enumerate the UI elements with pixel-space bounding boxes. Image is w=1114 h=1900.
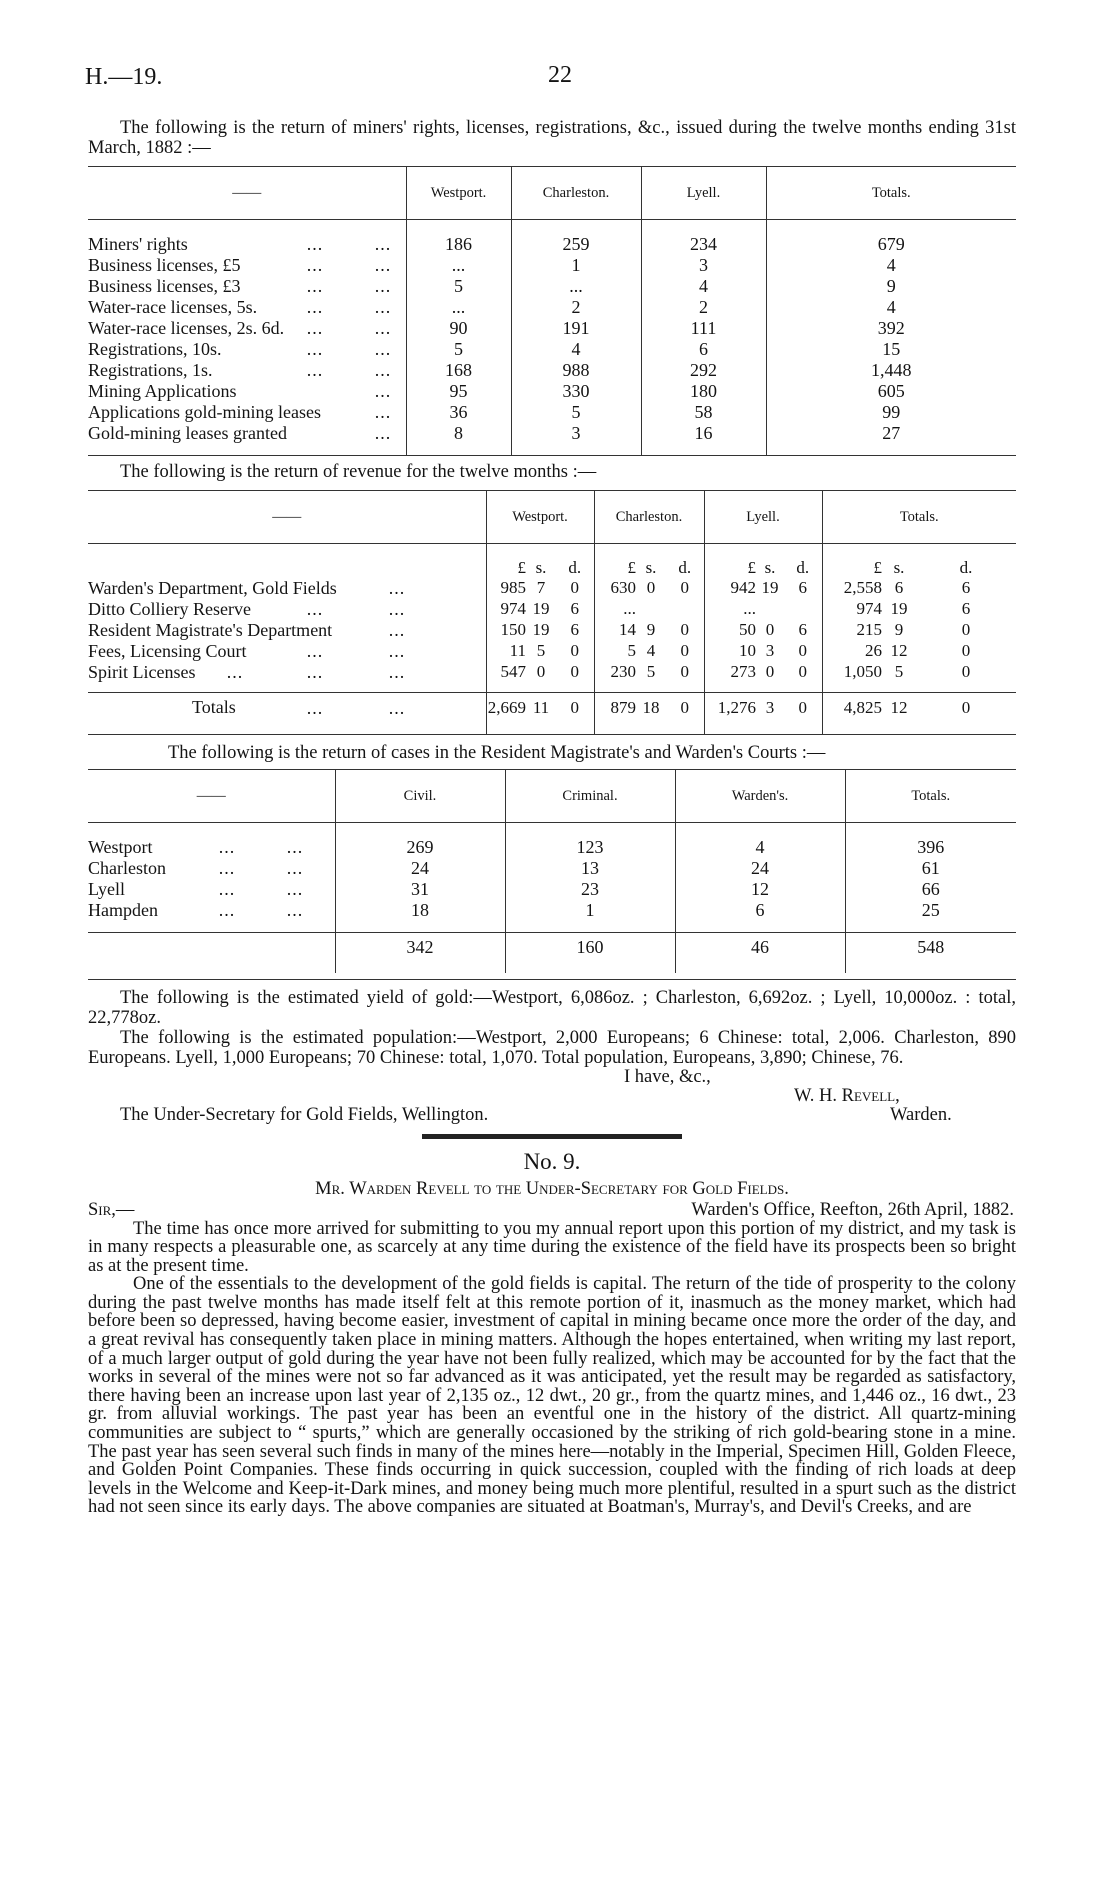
cell-value: 6 [894, 578, 904, 597]
row-label-text: Warden's Department, Gold Fields [88, 577, 337, 598]
leader-dots: ... [374, 296, 392, 317]
cell-value: 58 [641, 402, 766, 423]
cell-value: 974 [822, 599, 882, 620]
cell-value: 4 [646, 641, 656, 660]
blank-header: —— [196, 787, 226, 804]
col-charleston: Charleston. [594, 491, 704, 544]
leader-dots: ... [388, 640, 406, 661]
cell-value: 0 [798, 662, 807, 681]
series-code: H.—19. [85, 64, 163, 90]
leader-dots: ... [374, 422, 392, 443]
cell-value: 0 [961, 662, 971, 681]
table-row [88, 858, 1016, 879]
table3-intro: The following is the return of cases in the Resident Magistrate's and Warden's Courts :— [168, 743, 826, 763]
cell-value: 4 [675, 837, 845, 858]
cell-value: 0 [680, 641, 689, 660]
court-cases-table [88, 769, 1016, 973]
cell-value: 0 [961, 697, 971, 717]
salutation-line [88, 1200, 1016, 1220]
col-totals: Totals. [766, 167, 1016, 220]
cell-value: 3 [765, 697, 775, 717]
cell-value: 6 [961, 578, 971, 597]
row-label-text: Business licenses, £3 [88, 275, 241, 296]
unit-label: £ [704, 558, 756, 578]
blank-header: —— [272, 508, 302, 525]
cell-value: 269 [335, 837, 505, 858]
units-row [88, 558, 1016, 578]
leader-dots: ... [374, 254, 392, 275]
cell-value: 5 [406, 276, 511, 297]
row-label [88, 837, 335, 858]
leader-dots: ... [218, 836, 236, 857]
cell-value: 1,276 [704, 693, 756, 723]
row-label [88, 693, 486, 723]
col-totals: Totals. [822, 491, 1016, 544]
cell-value: 8 [406, 423, 511, 444]
signer: W. H. Revell, [794, 1085, 900, 1106]
cell-value: 6 [798, 620, 807, 639]
cell-value: 0 [680, 697, 689, 717]
cell-value: 7 [536, 578, 546, 597]
cell-value: 12 [890, 641, 908, 660]
total-criminal: 160 [505, 933, 675, 963]
cell-value: 10 [704, 641, 756, 662]
unit-label: d. [959, 557, 973, 577]
leader-dots: ... [218, 899, 236, 920]
cell-value: 2,669 [486, 693, 526, 723]
unit-label: d. [796, 557, 810, 577]
row-label-text: Fees, Licensing Court [88, 640, 247, 661]
cell-value: 1,448 [766, 360, 1016, 381]
cell-value: 0 [536, 662, 546, 681]
row-label-text: Water-race licenses, 2s. 6d. [88, 317, 285, 338]
table-row [88, 641, 1016, 662]
row-label [88, 620, 486, 641]
row-label-text: Westport [88, 836, 153, 857]
cell-value: 0 [680, 578, 689, 597]
cell-value: 2,558 [822, 578, 882, 599]
leader-dots: ... [226, 661, 244, 682]
cell-value: 0 [570, 662, 579, 681]
cell-value: 111 [641, 318, 766, 339]
section-divider [422, 1134, 682, 1139]
row-label [88, 599, 486, 620]
cell-value: 31 [335, 879, 505, 900]
cell-value: 215 [822, 620, 882, 641]
leader-dots: ... [306, 338, 324, 359]
page-header [85, 50, 1016, 90]
table-row [88, 620, 1016, 641]
row-label [88, 360, 406, 381]
leader-dots: ... [306, 359, 324, 380]
cell-value: 0 [570, 641, 579, 660]
col-westport: Westport. [486, 491, 594, 544]
cell-value: ... [511, 276, 641, 297]
paragraph-2: One of the essentials to the development of the gold fields is capital. The return of the tide of prosperity to the colony during the past twelve months has made itself felt at this remote portion of it, inasmuch as the money market, which had before been so depressed, having become easier, investment of capital in mining became once more the order of the day, and a great revival has consequently taken place in mining matters. Although the hopes entertained, when writing my last report, of a much larger output of gold during the year have not been fully realized, which may be accounted for by the fact that the works in several of the mines were not so far advanced as it was anticipated, yet the result may be regarded as satisfactory, there having been an increase upon last year of 2,135 oz., 12 dwt., 20 gr., from the quartz mines, and 1,446 oz., 16 dwt., 23 gr. from alluvial workings. The past year has been an eventful one in the history of the district. All quartz-mining communities are subject to “ spurts,” which are generally occasioned by the striking of rich gold-bearing stone in a mine. The past year has seen several such finds in many of the mines here—notably in the Imperial, Specimen Hill, Golden Fleece, and Golden Point Companies. These finds occurring in quick succession, coupled with the finding of rich loads at deep levels in the Welcome and Keep-it-Dark mines, and money being much more plentiful, resulted in a spurt such as the district had not seen since its early days. The above companies are situated at Boatman's, Murray's, and Devil's Creeks, and are [88, 1274, 1016, 1518]
cell-value: 6 [961, 599, 971, 618]
cell-value: 99 [766, 402, 1016, 423]
cell-value: 19 [532, 599, 550, 618]
cell-value: 3 [641, 255, 766, 276]
leader-dots: ... [286, 878, 304, 899]
cell-value: 0 [680, 662, 689, 681]
total-grand: 548 [845, 933, 1016, 963]
row-label-text: Miners' rights [88, 233, 188, 254]
table-row [88, 255, 1016, 276]
leader-dots: ... [374, 338, 392, 359]
page-number: 22 [548, 62, 572, 88]
cell-value [636, 599, 666, 620]
table-row [88, 402, 1016, 423]
col-charleston: Charleston. [511, 167, 641, 220]
cell-value: 1,050 [822, 662, 882, 683]
leader-dots: ... [306, 698, 324, 718]
leader-dots: ... [306, 254, 324, 275]
cell-value: 12 [890, 697, 908, 717]
leader-dots: ... [286, 836, 304, 857]
table-row [88, 360, 1016, 381]
cell-value: 186 [406, 234, 511, 255]
row-label-text: Hampden [88, 899, 158, 920]
cell-value: 4 [766, 297, 1016, 318]
cell-value: 1 [511, 255, 641, 276]
cell-value: 985 [486, 578, 526, 599]
row-label [88, 276, 406, 297]
table-row [88, 423, 1016, 444]
cell-value: 5 [511, 402, 641, 423]
cell-value: 61 [845, 858, 1016, 879]
cell-value: 16 [641, 423, 766, 444]
cell-value: 0 [765, 662, 775, 681]
cell-value: 273 [704, 662, 756, 683]
cell-value: 191 [511, 318, 641, 339]
row-label [88, 402, 406, 423]
cases-totals-row [88, 933, 1016, 963]
cell-value: 19 [890, 599, 908, 618]
leader-dots: ... [374, 275, 392, 296]
row-label [88, 879, 335, 900]
row-label-text: Registrations, 10s. [88, 338, 222, 359]
cell-value: 23 [505, 879, 675, 900]
cell-value: 5 [406, 339, 511, 360]
cell-value: 150 [486, 620, 526, 641]
cell-value: 330 [511, 381, 641, 402]
cell-value [756, 599, 784, 620]
leader-dots: ... [374, 359, 392, 380]
closing: I have, &c., [624, 1066, 711, 1087]
cell-value: 630 [594, 578, 636, 599]
cell-value: 0 [646, 578, 656, 597]
table-row [88, 318, 1016, 339]
cell-value: 123 [505, 837, 675, 858]
cell-value: 6 [570, 599, 579, 618]
cell-value: 18 [642, 697, 660, 717]
cell-value: 0 [680, 620, 689, 639]
row-label [88, 234, 406, 255]
unit-label: s. [535, 557, 547, 577]
cell-value: 66 [845, 879, 1016, 900]
leader-dots: ... [374, 380, 392, 401]
cell-value: 942 [704, 578, 756, 599]
unit-label: £ [486, 558, 526, 578]
row-label [88, 297, 406, 318]
unit-label: d. [568, 557, 582, 577]
letter-heading: Mr. Warden Revell to the Under-Secretary for Gold Fields. [315, 1178, 789, 1199]
cell-value: 6 [675, 900, 845, 921]
cell-value: ... [406, 255, 511, 276]
leader-dots: ... [218, 857, 236, 878]
row-label [88, 858, 335, 879]
row-label-text: Registrations, 1s. [88, 359, 213, 380]
cell-value: 679 [766, 234, 1016, 255]
cell-value: 3 [765, 641, 775, 660]
row-label [88, 339, 406, 360]
leader-dots: ... [388, 577, 406, 598]
cell-value: 11 [532, 697, 550, 717]
document-page [85, 50, 1016, 1518]
cell-value: 5 [594, 641, 636, 662]
row-label-text: Business licenses, £5 [88, 254, 241, 275]
letter-number: No. 9. [523, 1148, 581, 1174]
cell-value: 95 [406, 381, 511, 402]
revenue-table [88, 490, 1016, 735]
row-label [88, 900, 335, 921]
cell-value: 0 [961, 620, 971, 639]
salutation: Sir,— [88, 1199, 135, 1220]
total-civil: 342 [335, 933, 505, 963]
cell-value: 879 [594, 693, 636, 723]
unit-label: s. [645, 557, 657, 577]
cell-value: 230 [594, 662, 636, 683]
table2-intro: The following is the return of revenue for the twelve months :— [120, 462, 597, 482]
cell-value: 547 [486, 662, 526, 683]
totals-row [88, 693, 1016, 723]
cell-value: 9 [766, 276, 1016, 297]
cell-value: 5 [894, 662, 904, 681]
row-label-text: Totals [192, 697, 236, 718]
unit-label: £ [822, 558, 882, 578]
row-label [88, 255, 406, 276]
cell-value: 392 [766, 318, 1016, 339]
table-row [88, 599, 1016, 620]
leader-dots: ... [306, 640, 324, 661]
cell-value: ... [594, 599, 636, 620]
row-label [88, 578, 486, 599]
unit-label: d. [678, 557, 692, 577]
cell-value: 4 [766, 255, 1016, 276]
cell-value: 234 [641, 234, 766, 255]
row-label-text: Ditto Colliery Reserve [88, 598, 251, 619]
miners-rights-table [88, 166, 1016, 456]
cell-value: 5 [646, 662, 656, 681]
unit-label: s. [764, 557, 776, 577]
paragraph-1: The time has once more arrived for submitting to you my annual report upon this portion of my district, and my task is in many respects a pleasurable one, as scarcely at any time during the existence of the field have its prospects been so bright as at the present time. [88, 1218, 1016, 1276]
table1-intro: The following is the return of miners' rights, licenses, registrations, &c., issued during the twelve months ending 31st March, 1882 :— [88, 118, 1016, 158]
leader-dots: ... [306, 275, 324, 296]
cell-value: 2 [511, 297, 641, 318]
table-row [88, 879, 1016, 900]
cell-value: 0 [798, 641, 807, 660]
cell-value: 0 [570, 697, 579, 717]
table-row [88, 837, 1016, 858]
cell-value: 19 [761, 578, 779, 597]
row-label [88, 318, 406, 339]
leader-dots: ... [286, 857, 304, 878]
cell-value [666, 599, 704, 620]
row-label-text: Resident Magistrate's Department [88, 619, 333, 640]
cell-value: 3 [511, 423, 641, 444]
cell-value: 9 [646, 620, 656, 639]
unit-label: s. [893, 557, 905, 577]
row-label [88, 662, 486, 683]
leader-dots: ... [306, 598, 324, 619]
leader-dots: ... [218, 878, 236, 899]
cell-value: 24 [335, 858, 505, 879]
cell-value: 168 [406, 360, 511, 381]
table-row [88, 662, 1016, 683]
signature-block [88, 1068, 1016, 1124]
cell-value: 6 [641, 339, 766, 360]
cell-value: 13 [505, 858, 675, 879]
cell-value: 259 [511, 234, 641, 255]
leader-dots: ... [306, 661, 324, 682]
leader-dots: ... [388, 619, 406, 640]
row-label-text: Mining Applications [88, 380, 237, 401]
leader-dots: ... [374, 317, 392, 338]
leader-dots: ... [388, 698, 406, 718]
cell-value: ... [704, 599, 756, 620]
table-row [88, 276, 1016, 297]
col-westport: Westport. [406, 167, 511, 220]
addressee: The Under-Secretary for Gold Fields, Wellington. [120, 1104, 489, 1125]
cell-value: 36 [406, 402, 511, 423]
row-label-text: Spirit Licenses [88, 661, 196, 682]
gold-yield-text: The following is the estimated yield of gold:—Westport, 6,086oz. ; Charleston, 6,692oz. ; Lyell, 10,000oz. : total, 22,778oz. [88, 987, 1016, 1028]
cell-value: 15 [766, 339, 1016, 360]
blank-header: —— [232, 184, 262, 201]
cell-value: 4 [641, 276, 766, 297]
leader-dots: ... [306, 233, 324, 254]
cell-value: 9 [894, 620, 904, 639]
cell-value: 2 [641, 297, 766, 318]
table-row [88, 381, 1016, 402]
cell-value: 0 [570, 578, 579, 597]
population-text: The following is the estimated population:—Westport, 2,000 Europeans; 6 Chinese: total, 2,006. Charleston, 890 Europeans. Lyell, 1,000 Europeans; 70 Chinese: total, 1,070. Total population, Europeans, 3,890; Chinese, 76. [88, 1027, 1016, 1068]
table-row [88, 339, 1016, 360]
unit-label: £ [594, 558, 636, 578]
cell-value: 605 [766, 381, 1016, 402]
row-label [88, 423, 406, 444]
table-row [88, 234, 1016, 255]
cell-value: 988 [511, 360, 641, 381]
leader-dots: ... [306, 296, 324, 317]
row-label-text: Charleston [88, 857, 166, 878]
leader-dots: ... [388, 598, 406, 619]
row-label [88, 641, 486, 662]
cell-value: 90 [406, 318, 511, 339]
cell-value: 14 [594, 620, 636, 641]
cell-value: 18 [335, 900, 505, 921]
leader-dots: ... [306, 317, 324, 338]
cell-value: 0 [798, 697, 807, 717]
leader-dots: ... [388, 661, 406, 682]
cell-value: 50 [704, 620, 756, 641]
col-lyell: Lyell. [641, 167, 766, 220]
cell-value: 27 [766, 423, 1016, 444]
col-totals: Totals. [845, 770, 1016, 823]
cell-value: 1 [505, 900, 675, 921]
table-row [88, 578, 1016, 599]
row-label [88, 381, 406, 402]
col-criminal: Criminal. [505, 770, 675, 823]
leader-dots: ... [374, 233, 392, 254]
row-label-text: Water-race licenses, 5s. [88, 296, 258, 317]
cell-value: 396 [845, 837, 1016, 858]
signer-title: Warden. [890, 1104, 952, 1125]
cell-value: 292 [641, 360, 766, 381]
dateline: Warden's Office, Reefton, 26th April, 1882. [691, 1199, 1014, 1220]
cell-value: 974 [486, 599, 526, 620]
cell-value: 25 [845, 900, 1016, 921]
cell-value: ... [406, 297, 511, 318]
cell-value: 0 [765, 620, 775, 639]
cell-value: 6 [798, 578, 807, 597]
cell-value: 11 [486, 641, 526, 662]
row-label-text: Lyell [88, 878, 125, 899]
col-civil: Civil. [335, 770, 505, 823]
cell-value: 0 [961, 641, 971, 660]
leader-dots: ... [286, 899, 304, 920]
cell-value: 4 [511, 339, 641, 360]
cell-value: 4,825 [822, 693, 882, 723]
cell-value: 6 [570, 620, 579, 639]
table-row [88, 900, 1016, 921]
cell-value: 19 [532, 620, 550, 639]
cell-value: 5 [536, 641, 546, 660]
row-label-text: Applications gold-mining leases [88, 401, 321, 422]
cell-value: 26 [822, 641, 882, 662]
table-row [88, 297, 1016, 318]
cell-value: 180 [641, 381, 766, 402]
col-lyell: Lyell. [704, 491, 822, 544]
cell-value: 12 [675, 879, 845, 900]
cell-value: 24 [675, 858, 845, 879]
leader-dots: ... [374, 401, 392, 422]
cell-value [784, 599, 822, 620]
row-label-text: Gold-mining leases granted [88, 422, 287, 443]
col-wardens: Warden's. [675, 770, 845, 823]
total-wardens: 46 [675, 933, 845, 963]
